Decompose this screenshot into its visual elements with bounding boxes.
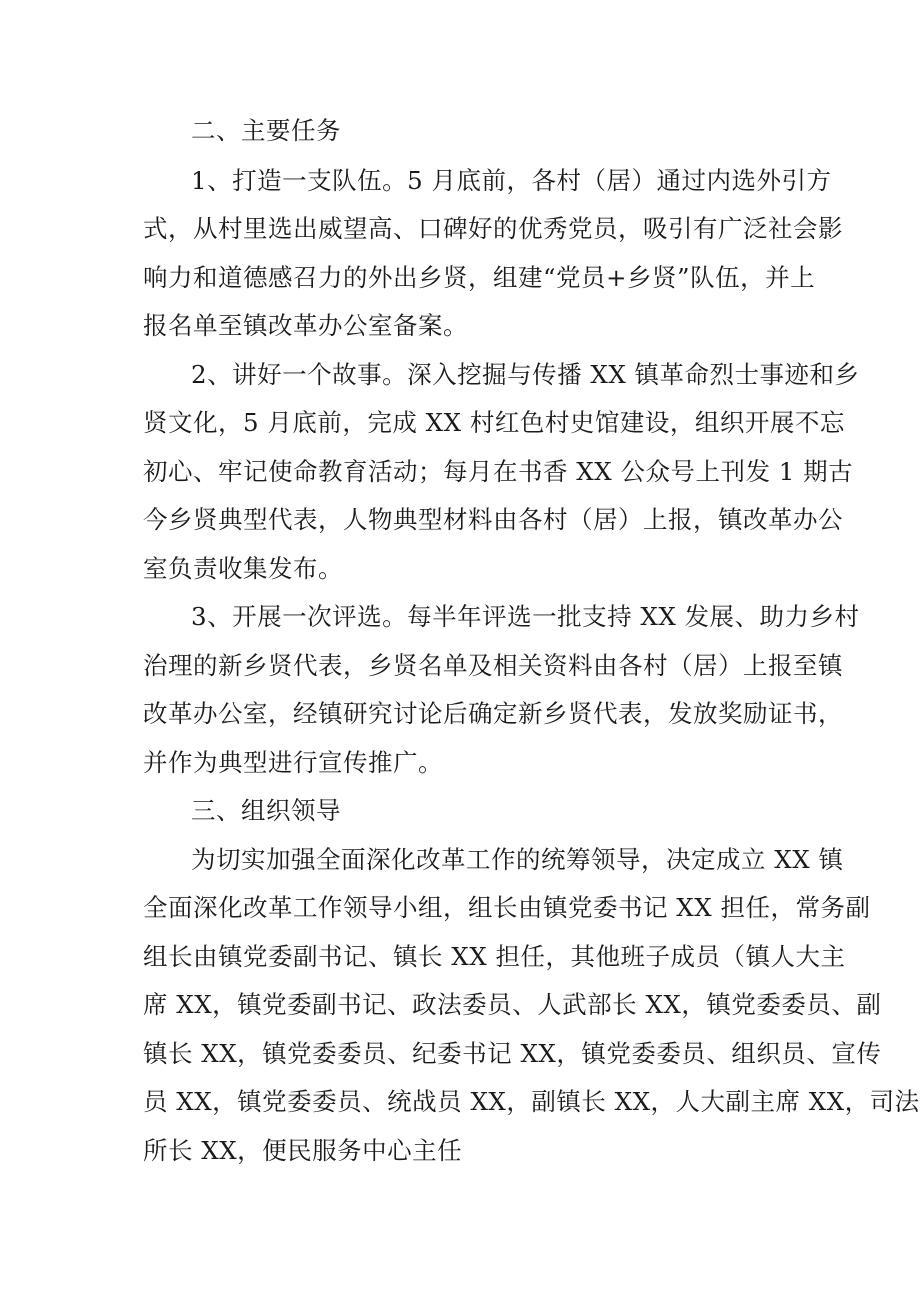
paragraph-line: 员 XX，镇党委委员、统战员 XX，副镇长 XX，人大副主席 XX，司法 (143, 1087, 920, 1116)
paragraph-line: 席 XX，镇党委副书记、政法委员、人武部长 XX，镇党委委员、副 (143, 990, 882, 1019)
paragraph-line: 全面深化改革工作领导小组，组长由镇党委书记 XX 担任，常务副 (143, 893, 871, 922)
section-heading-organization: 三、组织领导 (191, 796, 341, 825)
paragraph-line: 2、讲好一个故事。深入挖掘与传播 XX 镇革命烈士事迹和乡 (191, 360, 860, 389)
paragraph-line: 3、开展一次评选。每半年评选一批支持 XX 发展、助力乡村 (191, 602, 860, 631)
paragraph-line: 所长 XX，便民服务中心主任 (143, 1136, 463, 1165)
paragraph-line: 今乡贤典型代表，人物典型材料由各村（居）上报，镇改革办公 (143, 505, 843, 534)
paragraph-line: 镇长 XX，镇党委委员、纪委书记 XX，镇党委委员、组织员、宣传 (143, 1039, 882, 1068)
paragraph-line: 初心、牢记使命教育活动；每月在书香 XX 公众号上刊发 1 期古 (143, 457, 854, 486)
paragraph-line: 组长由镇党委副书记、镇长 XX 担任，其他班子成员（镇人大主 (143, 942, 846, 971)
paragraph-line: 报名单至镇改革办公室备案。 (143, 311, 468, 340)
section-heading-main-tasks: 二、主要任务 (191, 116, 341, 145)
paragraph-line: 为切实加强全面深化改革工作的统筹领导，决定成立 XX 镇 (191, 845, 844, 874)
paragraph-line: 并作为典型进行宣传推广。 (143, 748, 443, 777)
paragraph-line: 室负责收集发布。 (143, 554, 343, 583)
paragraph-line: 改革办公室，经镇研究讨论后确定新乡贤代表，发放奖励证书， (143, 699, 843, 728)
paragraph-line: 治理的新乡贤代表，乡贤名单及相关资料由各村（居）上报至镇 (143, 651, 843, 680)
paragraph-line: 式，从村里选出威望高、口碑好的优秀党员，吸引有广泛社会影 (143, 214, 843, 243)
paragraph-line: 贤文化，5 月底前，完成 XX 村红色村史馆建设，组织开展不忘 (143, 408, 845, 437)
paragraph-line: 响力和道德感召力的外出乡贤，组建“党员+乡贤”队伍，并上 (143, 263, 816, 292)
paragraph-line: 1、打造一支队伍。5 月底前，各村（居）通过内选外引方 (191, 166, 832, 195)
